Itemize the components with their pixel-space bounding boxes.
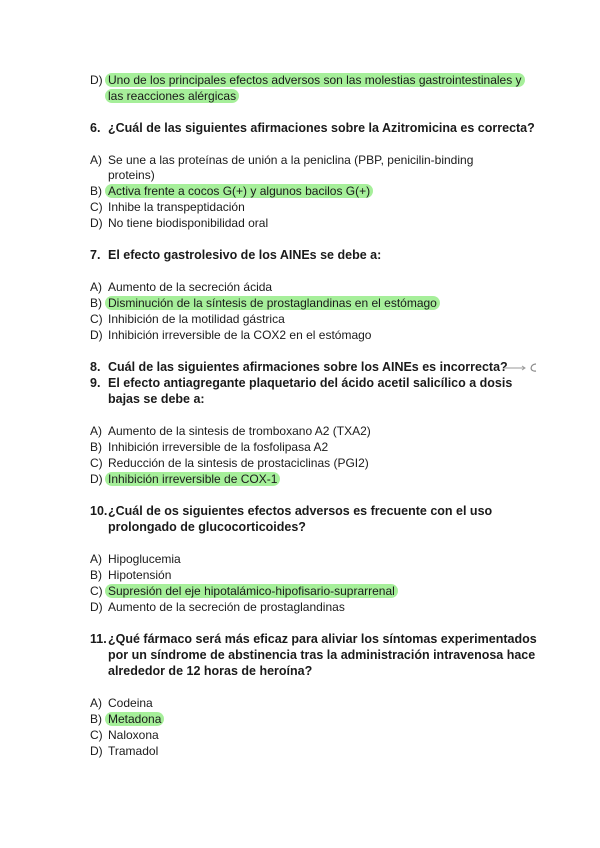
q10-number: 10. <box>90 504 108 518</box>
q10-option-b-text: Hipotensión <box>108 568 172 582</box>
q7-option-b-text: Disminución de la síntesis de prostaglandinas en el estómago <box>108 295 440 311</box>
q9-option-b-text: Inhibición irreversible de la fosfolipasa A2 <box>108 440 329 454</box>
pen-stroke-icon <box>502 360 542 374</box>
q7-option-c-label: C) <box>90 312 103 326</box>
q9-question: El efecto antiagregante plaquetario del ácido acetil salicílico a dosis <box>108 376 513 390</box>
q11-option-a-text: Codeina <box>108 696 153 710</box>
q7-option-d-text: Inhibición irreversible de la COX2 en el estómago <box>108 328 372 342</box>
q10-option-c-label: C) <box>90 584 103 598</box>
q6-option-d-text: No tiene biodisponibilidad oral <box>108 216 269 230</box>
q9-option-b-label: B) <box>90 440 102 454</box>
q6-question: ¿Cuál de las siguientes afirmaciones sobre la Azitromicina es correcta? <box>108 121 535 135</box>
q11-option-b-label: B) <box>90 712 102 726</box>
q11-option-d-text: Tramadol <box>108 744 159 758</box>
q10-option-b-label: B) <box>90 568 102 582</box>
q5-option-d-label: D) <box>90 73 103 87</box>
q6-option-d-label: D) <box>90 216 103 230</box>
q6-option-b-text: Activa frente a cocos G(+) y algunos bacilos G(+) <box>108 183 373 199</box>
q8-question: Cuál de las siguientes afirmaciones sobre los AINEs es incorrecta? <box>108 360 508 374</box>
q9-option-c-label: C) <box>90 456 103 470</box>
q7-option-a-text: Aumento de la secreción ácida <box>108 280 273 294</box>
q10-option-d-label: D) <box>90 600 103 614</box>
q6-option-c-label: C) <box>90 200 103 214</box>
q9-option-c-text: Reducción de la sintesis de prostaciclinas (PGI2) <box>108 456 369 470</box>
q6-option-a-text: Se une a las proteínas de unión a la peniclina (PBP, penicilin-binding <box>108 153 474 167</box>
q10-option-c-text: Supresión del eje hipotalámico-hipofisario-suprarrenal <box>108 583 398 599</box>
q10-option-a-text: Hipoglucemia <box>108 552 181 566</box>
q7-number: 7. <box>90 248 101 262</box>
q11-number: 11. <box>90 632 107 646</box>
q7-question: El efecto gastrolesivo de los AINEs se debe a: <box>108 248 382 262</box>
q6-number: 6. <box>90 121 101 135</box>
q6-option-a-label: A) <box>90 153 102 167</box>
q11-question: ¿Qué fármaco será más eficaz para aliviar los síntomas experimentados <box>108 632 537 646</box>
q10-option-d-text: Aumento de la secreción de prostaglandinas <box>108 600 345 614</box>
q10-question-cont: prolongado de glucocorticoides? <box>108 520 306 534</box>
q9-option-a-text: Aumento de la sintesis de tromboxano A2 (TXA2) <box>108 424 371 438</box>
q9-option-d-label: D) <box>90 472 103 486</box>
q7-option-b-label: B) <box>90 296 102 310</box>
q5-option-d-text: Uno de los principales efectos adversos son las molestias gastrointestinales y <box>108 72 525 88</box>
q11-option-c-text: Naloxona <box>108 728 159 742</box>
q10-question: ¿Cuál de os siguientes efectos adversos es frecuente con el uso <box>108 504 493 518</box>
q9-option-a-label: A) <box>90 424 102 438</box>
q8-number: 8. <box>90 360 101 374</box>
q7-option-d-label: D) <box>90 328 103 342</box>
q11-option-d-label: D) <box>90 744 103 758</box>
q7-option-c-text: Inhibición de la motilidad gástrica <box>108 312 285 326</box>
q5-option-d-text-cont: las reacciones alérgicas <box>108 88 239 104</box>
q11-option-b-text: Metadona <box>108 711 164 727</box>
q9-option-d-text: Inhibición irreversible de COX-1 <box>108 471 280 487</box>
q9-question-cont: bajas se debe a: <box>108 392 205 406</box>
q6-option-b-label: B) <box>90 184 102 198</box>
q11-option-c-label: C) <box>90 728 103 742</box>
q11-question-cont2: alrededor de 12 horas de heroína? <box>108 664 313 678</box>
q7-option-a-label: A) <box>90 280 102 294</box>
q11-question-cont: por un síndrome de abstinencia tras la administración intravenosa hace <box>108 648 536 662</box>
q11-option-a-label: A) <box>90 696 102 710</box>
q6-option-c-text: Inhibe la transpeptidación <box>108 200 245 214</box>
q9-number: 9. <box>90 376 101 390</box>
q10-option-a-label: A) <box>90 552 102 566</box>
q6-option-a-text-cont: proteins) <box>108 168 155 182</box>
